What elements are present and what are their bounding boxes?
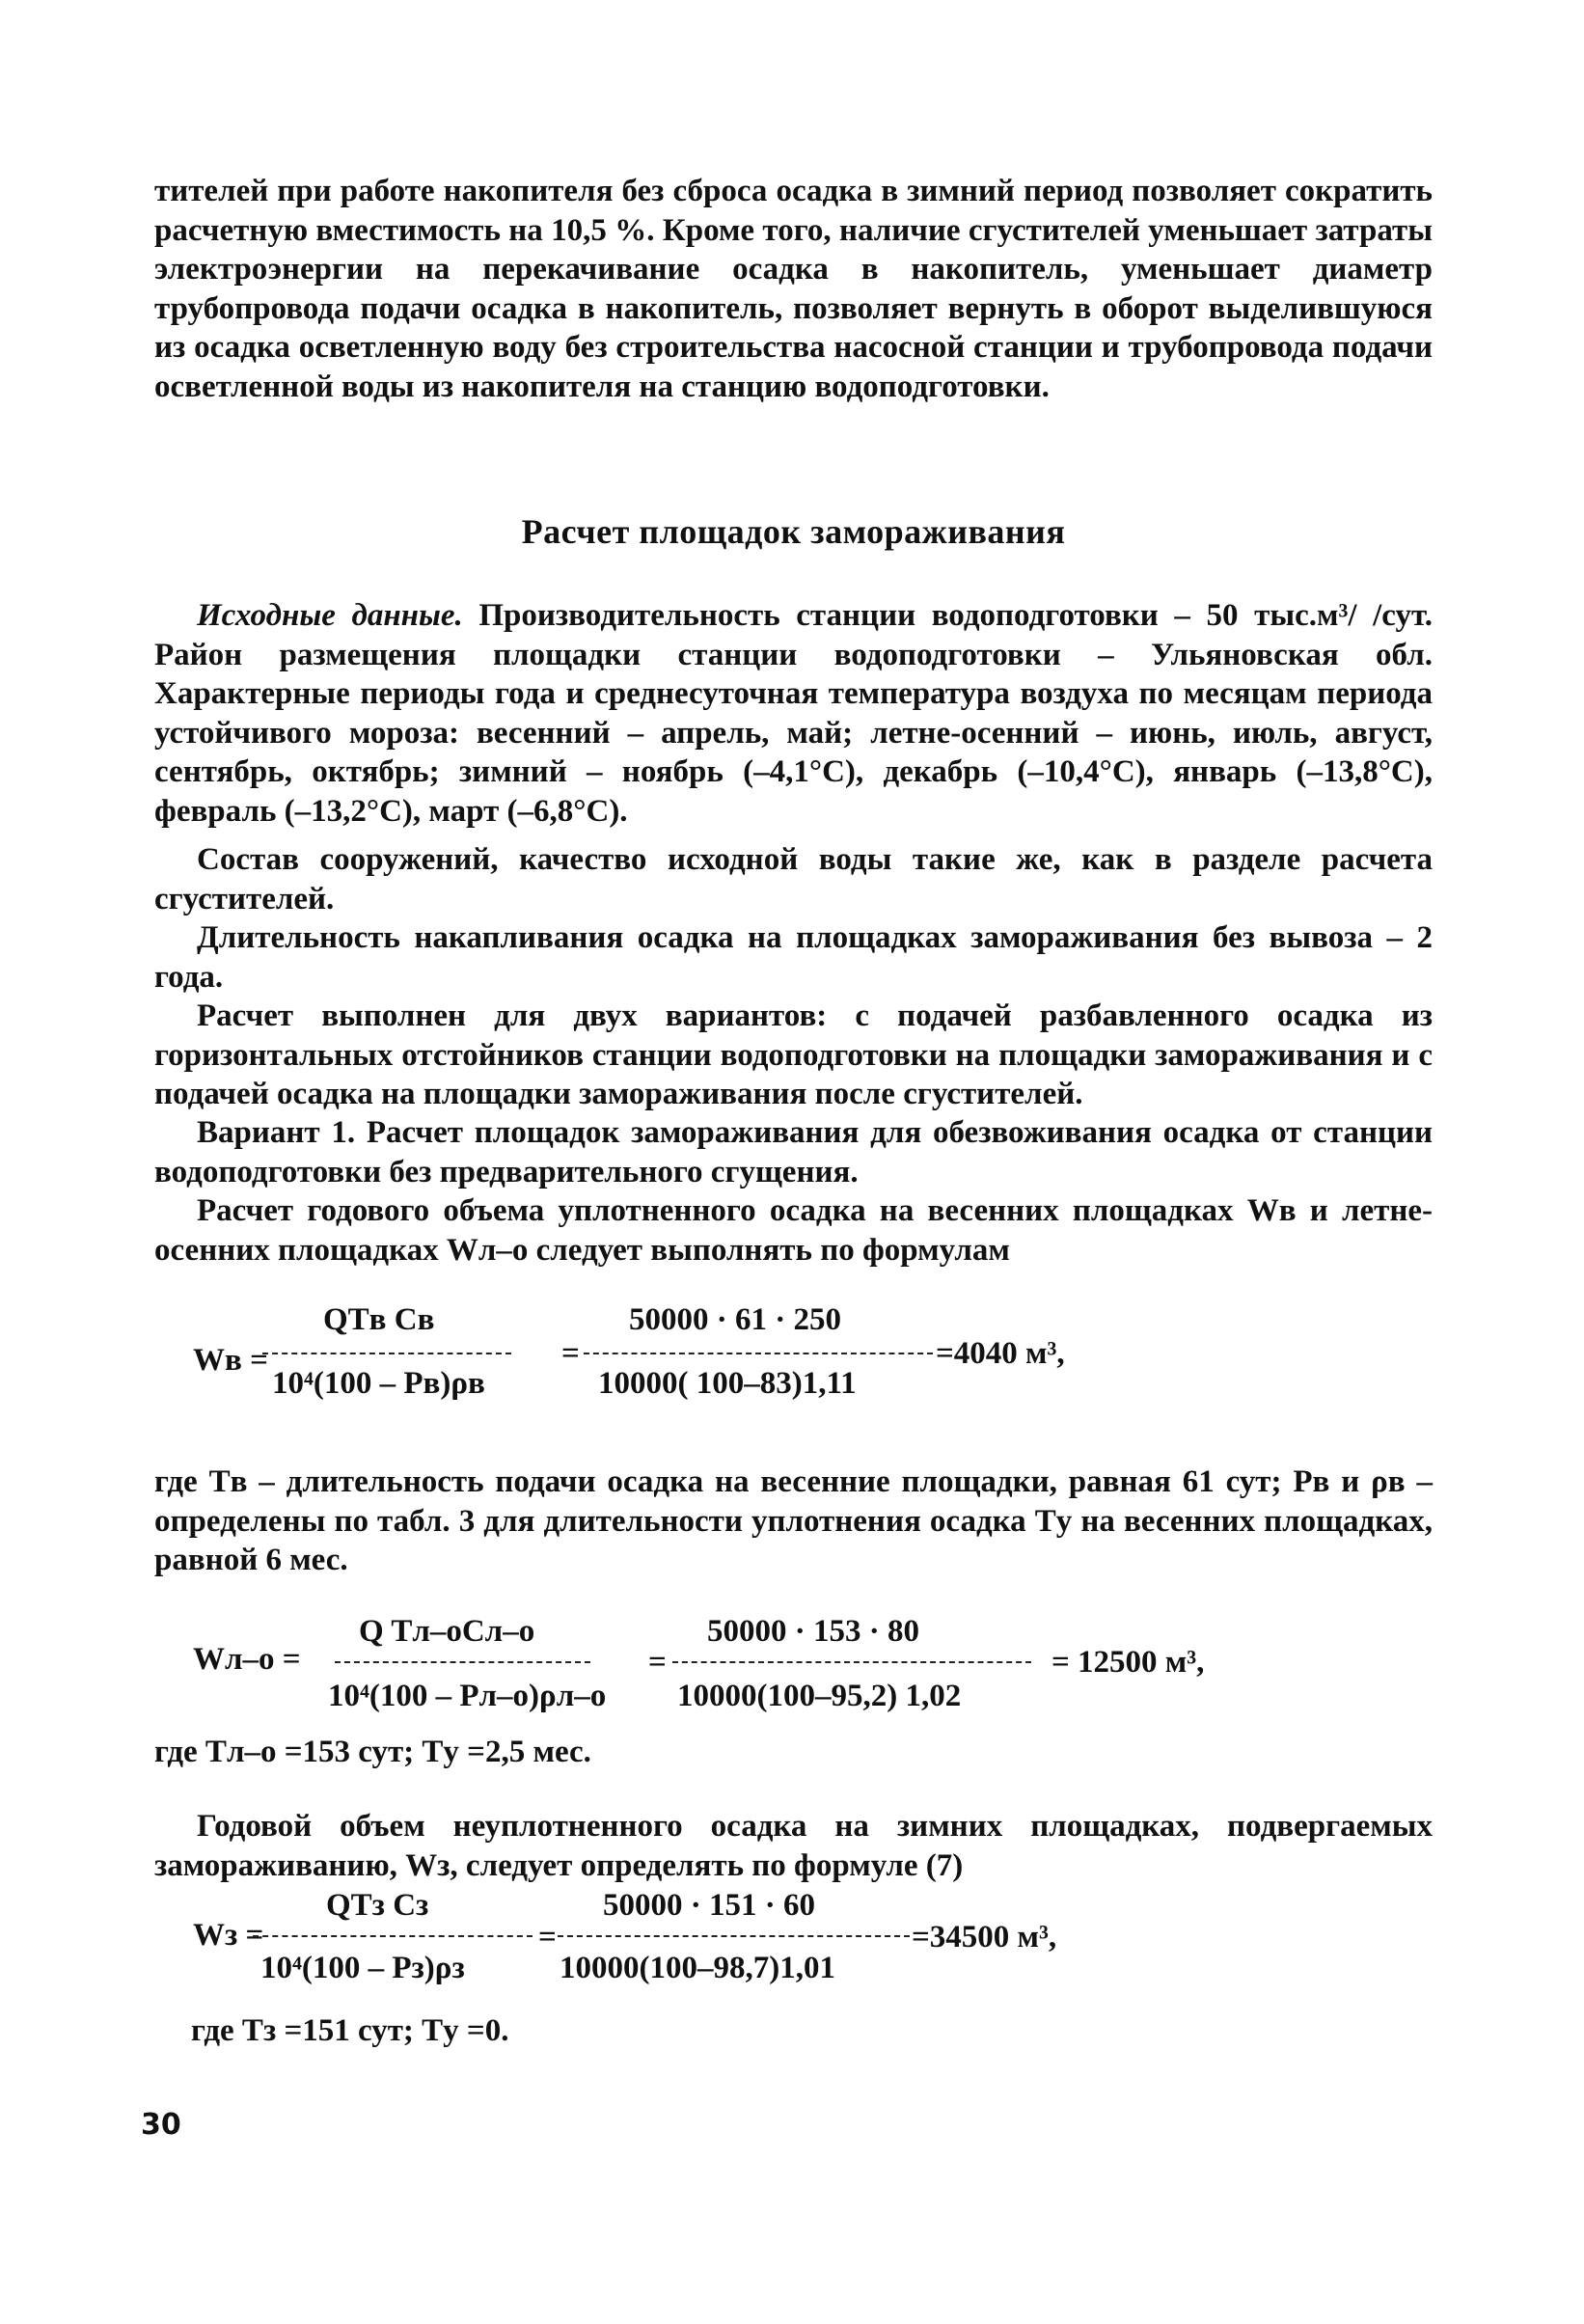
source-data-lead: Исходные данные. xyxy=(197,598,463,633)
formula3-fraction-line-1 xyxy=(253,1935,533,1937)
formula1-eq: = xyxy=(561,1336,580,1371)
formula1-lhs: Wв = xyxy=(193,1343,268,1378)
variant1-lead: Вариант 1. xyxy=(197,1115,356,1150)
page-number: 30 xyxy=(141,2108,181,2142)
formula1-result: =4040 м³, xyxy=(936,1336,1065,1371)
formula2-den-symbolic: 10⁴(100 – Pл–о)ρл–о xyxy=(328,1679,607,1713)
formula2-fraction-line-1 xyxy=(335,1661,590,1663)
formula2-num-values: 50000 · 153 · 80 xyxy=(707,1614,920,1649)
where3-paragraph: где Tз =151 сут; Tу =0. xyxy=(191,2013,509,2048)
composition-paragraph: Состав сооружений, качество исходной воды такие же, как в разделе расчета сгустителей. xyxy=(154,842,1433,916)
formula1-num-values: 50000 · 61 · 250 xyxy=(629,1302,842,1337)
formula2-result: = 12500 м³, xyxy=(1051,1645,1205,1680)
formula2-den-values: 10000(100–95,2) 1,02 xyxy=(677,1679,962,1713)
formula2-num-symbolic: Q Tл–оCл–о xyxy=(359,1614,535,1649)
annual-volume-paragraph: Расчет годового объема уплотненного осадка на весенних площадках Wв и летне-осенних площадках Wл–о следует выполнять по формулам xyxy=(154,1193,1433,1268)
intro-paragraph: тителей при работе накопителя без сброса осадка в зимний период позволяет сократить расчетную вместимость на 10,5 %. Кроме того, наличие сгустителей уменьшает затраты электроэнергии на перекачивание осадка в накопитель, уменьшает диаметр трубопровода подачи осадка в накопитель, позволяет вернуть в оборот выделившуюся из осадка осветленную воду без строительства насосной станции и трубопровода подачи осветленной воды из накопителя на станцию водоподготовки. xyxy=(154,174,1433,404)
formula1-den-values: 10000( 100–83)1,11 xyxy=(598,1366,857,1401)
formula3-num-symbolic: QTз Cз xyxy=(326,1888,429,1923)
formula3-num-values: 50000 · 151 · 60 xyxy=(603,1888,816,1923)
variants-paragraph: Расчет выполнен для двух вариантов: с подачей разбавленного осадка из горизонтальных отстойников станции водоподготовки на площадки замораживания и с подачей осадка на площадки замораживания после сгустителей. xyxy=(154,998,1433,1111)
source-data-paragraph xyxy=(154,596,1433,831)
formula2-eq: = xyxy=(648,1645,667,1680)
winter-volume-paragraph: Годовой объем неуплотненного осадка на зимних площадках, подвергаемых замораживанию, Wз, следует определять по формуле (7) xyxy=(154,1809,1433,1883)
formula1-den-symbolic: 10⁴(100 – Pв)ρв xyxy=(272,1366,485,1401)
formula1-fraction-line-2 xyxy=(584,1353,933,1354)
formula3-result: =34500 м³, xyxy=(912,1920,1057,1955)
where1-paragraph: где Tв – длительность подачи осадка на весенние площадки, равная 61 сут; Pв и ρв – определены по табл. 3 для длительности уплотнения осадка Tу на весенних площадках, равной 6 мес. xyxy=(154,1464,1433,1577)
variant1-paragraph xyxy=(154,1113,1433,1191)
formula2-lhs: Wл–о = xyxy=(193,1642,301,1677)
variant1-text: Расчет площадок замораживания для обезвоживания осадка от станции водоподготовки без предварительного сгущения. xyxy=(154,1115,1434,1189)
formula2-fraction-line-2 xyxy=(672,1661,1031,1663)
formula3-fraction-line-2 xyxy=(558,1935,910,1937)
source-data-text: Производительность станции водоподготовки – 50 тыс.м³/ /сут. Район размещения площадки станции водоподготовки – Ульяновская обл. Характерные периоды года и среднесуточная температура воздуха по месяцам периода устойчивого мороза: весенний – апрель, май; летне-осенний – июнь, июль, август, сентябрь, октябрь; зимний – ноябрь (–4,1°С), декабрь (–10,4°С), январь (–13,8°С), февраль (–13,2°С), март (–6,8°С). xyxy=(154,598,1433,829)
section-title: Расчет площадок замораживания xyxy=(521,512,1066,551)
duration-paragraph: Длительность накапливания осадка на площадках замораживания без вывоза – 2 года. xyxy=(154,920,1433,995)
formula3-eq: = xyxy=(538,1920,557,1955)
formula3-den-symbolic: 10⁴(100 – Pз)ρз xyxy=(260,1951,465,1985)
formula3-lhs: Wз = xyxy=(193,1918,264,1953)
where2-paragraph: где Tл–о =153 сут; Tу =2,5 мес. xyxy=(154,1735,591,1769)
formula1-num-symbolic: QTв Cв xyxy=(323,1302,435,1337)
formula3-den-values: 10000(100–98,7)1,01 xyxy=(560,1951,835,1985)
formula1-fraction-line-1 xyxy=(262,1353,511,1354)
